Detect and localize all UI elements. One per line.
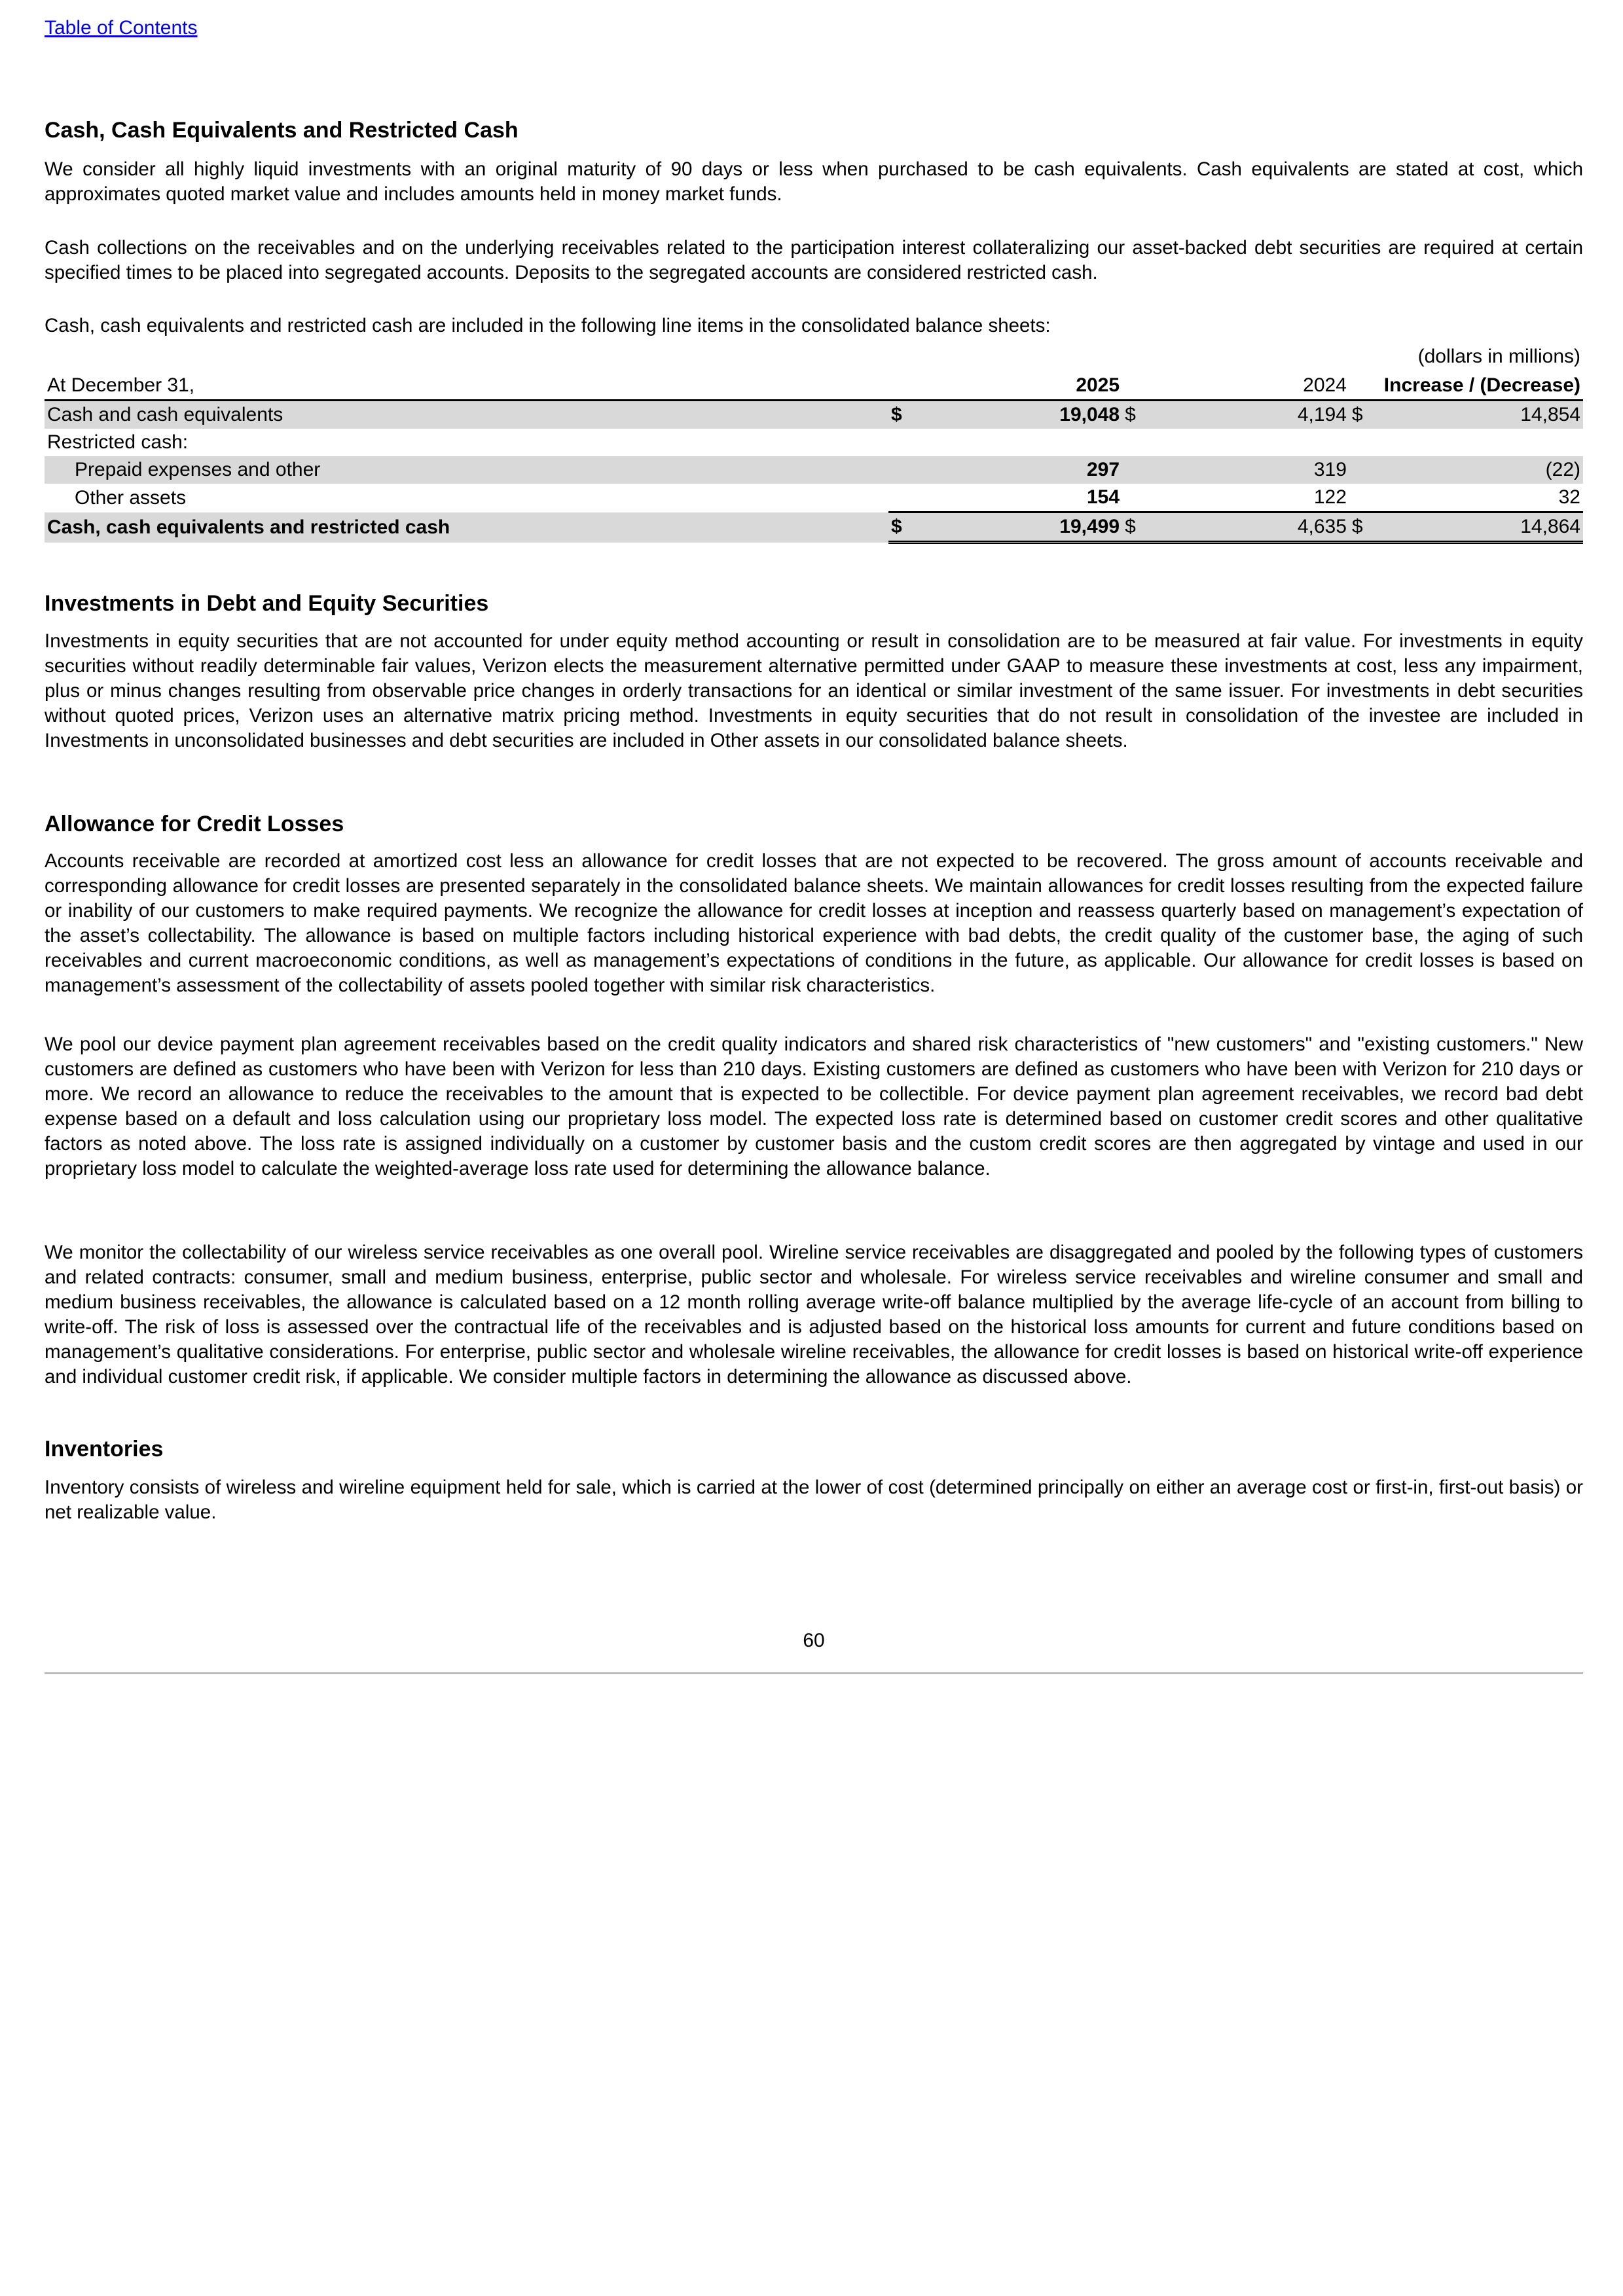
cash-paragraph-2: Cash collections on the receivables and on the underlying receivables related to the participation interest collateralizing our asset-backed debt securities are required at certain specified times to be placed into segregated accounts. Deposits to the segregated accounts are considered restricted cash. [45, 237, 1583, 283]
inventories-paragraph-1: Inventory consists of wireless and wireline equipment held for sale, which is carried at the lower of cost (determined principally on either an average cost or first-in, first-out basis) or net realizable value. [45, 1477, 1583, 1523]
value-change: 14,854 [1381, 401, 1583, 429]
currency-symbol: $ [1349, 401, 1381, 429]
table-row [45, 456, 1583, 484]
value-change: (22) [1381, 456, 1583, 484]
allowance-paragraph-1: Accounts receivable are recorded at amortized cost less an allowance for credit losses that are not expected to be recovered. The gross amount of accounts receivable and corresponding allowance for credit losses are presented separately in the consolidated balance sheets. We maintain allowances for credit losses resulting from the expected failure or inability of our customers to make required payments. We recognize the allowance for credit losses at inception and reassess quarterly based on management’s expectation of the asset’s collectability. The allowance is based on multiple factors including historical experience with bad debts, the credit quality of the customer base, the aging of such receivables and current macroeconomic conditions, as well as management’s expectations of conditions in the future, as applicable. Our allowance for credit losses is based on management’s assessment of the collectability of assets pooled together with similar risk characteristics. [45, 850, 1583, 996]
table-row [45, 484, 1583, 512]
investments-paragraph-1: Investments in equity securities that are not accounted for under equity method accounting or result in consolidation are to be measured at fair value. For investments in equity securities without readily determinable fair values, Verizon elects the measurement alternative permitted under GAAP to measure these investments at cost, less any impairment, plus or minus changes resulting from observable price changes in orderly transactions for an identical or similar investment of the same issuer. For investments in debt securities without quoted prices, Verizon uses an alternative matrix pricing method. Investments in equity securities that do not result in consolidation of the investee are included in Investments in unconsolidated businesses and debt securities are included in Other assets in our consolidated balance sheets. [45, 630, 1583, 751]
currency-symbol: $ [888, 512, 921, 543]
table-units: (dollars in millions) [1417, 346, 1580, 367]
value-2025: 297 [921, 456, 1122, 484]
value-change: 32 [1558, 486, 1580, 508]
header-2024: 2024 [1154, 372, 1349, 401]
row-label: Cash, cash equivalents and restricted cash [45, 512, 888, 543]
currency-symbol: $ [888, 401, 921, 429]
row-label: Restricted cash: [47, 431, 189, 453]
page-number: 60 [803, 1630, 825, 1651]
value-2024: 319 [1154, 456, 1349, 484]
value-2024: 122 [1313, 486, 1347, 508]
section-heading-inventories: Inventories [45, 1437, 164, 1462]
allowance-paragraph-2: We pool our device payment plan agreement receivables based on the credit quality indicators and shared risk characteristics of "new customers" and "existing customers." New customers are defined as customers who have been with Verizon for less than 210 days. Existing customers are defined as customers who have been with Verizon for 210 days or more. We record an allowance to reduce the receivables to the amount that is expected to be collectible. For device payment plan agreement receivables, we record bad debt expense based on a default and loss calculation using our proprietary loss model. The expected loss rate is determined based on customer credit scores and other qualitative factors as noted above. The loss rate is assigned individually on a customer by customer basis and the custom credit scores are then aggregated by vintage and used in our proprietary loss model to calculate the weighted-average loss rate used for determining the allowance balance. [45, 1033, 1583, 1179]
currency-symbol: $ [1122, 512, 1154, 543]
currency-symbol: $ [1122, 401, 1154, 429]
table-of-contents-link[interactable]: Table of Contents [45, 17, 198, 39]
value-2025: 19,048 [921, 401, 1122, 429]
value-change: 14,864 [1381, 512, 1583, 543]
table-row [45, 429, 1583, 456]
row-label: Other assets [75, 486, 187, 509]
page-divider [45, 1672, 1583, 1674]
table-header-row [45, 372, 1583, 401]
table-row [45, 401, 1583, 429]
header-label: At December 31, [45, 372, 888, 401]
value-2024: 4,194 [1154, 401, 1349, 429]
section-heading-investments: Investments in Debt and Equity Securities [45, 591, 489, 616]
header-2025: 2025 [921, 372, 1122, 401]
value-2025: 19,499 [921, 512, 1122, 543]
currency-symbol: $ [1349, 512, 1381, 543]
value-2025: 154 [1087, 486, 1120, 508]
section-heading-allowance: Allowance for Credit Losses [45, 812, 344, 836]
section-heading-cash: Cash, Cash Equivalents and Restricted Cash [45, 118, 519, 143]
cash-paragraph-3: Cash, cash equivalents and restricted cash are included in the following line items in the consolidated balance sheets: [45, 315, 1051, 336]
row-label: Cash and cash equivalents [45, 401, 888, 429]
row-label: Prepaid expenses and other [45, 456, 888, 484]
table-total-row [45, 512, 1583, 543]
header-change: Increase / (Decrease) [1381, 372, 1583, 401]
value-2024: 4,635 [1154, 512, 1349, 543]
cash-paragraph-1: We consider all highly liquid investments with an original maturity of 90 days or less when purchased to be cash equivalents. Cash equivalents are stated at cost, which approximates quoted market value and includes amounts held in money market funds. [45, 158, 1583, 205]
allowance-paragraph-3: We monitor the collectability of our wireless service receivables as one overall pool. Wireline service receivables are disaggregated and pooled by the following types of customers and related contracts: consumer, small and medium business, enterprise, public sector and wholesale. For wireless service receivables and wireline consumer and small and medium business receivables, the allowance is calculated based on a 12 month rolling average write-off balance multiplied by the average life-cycle of an account from billing to write-off. The risk of loss is assessed over the contractual life of the receivables and is adjusted based on the historical loss amounts for current and future conditions based on management’s qualitative considerations. For enterprise, public sector and wholesale wireline receivables, the allowance for credit losses is based on historical write-off experience and individual customer credit risk, if applicable. We consider multiple factors in determining the allowance as discussed above. [45, 1242, 1583, 1388]
restricted-cash-table [45, 372, 1583, 544]
